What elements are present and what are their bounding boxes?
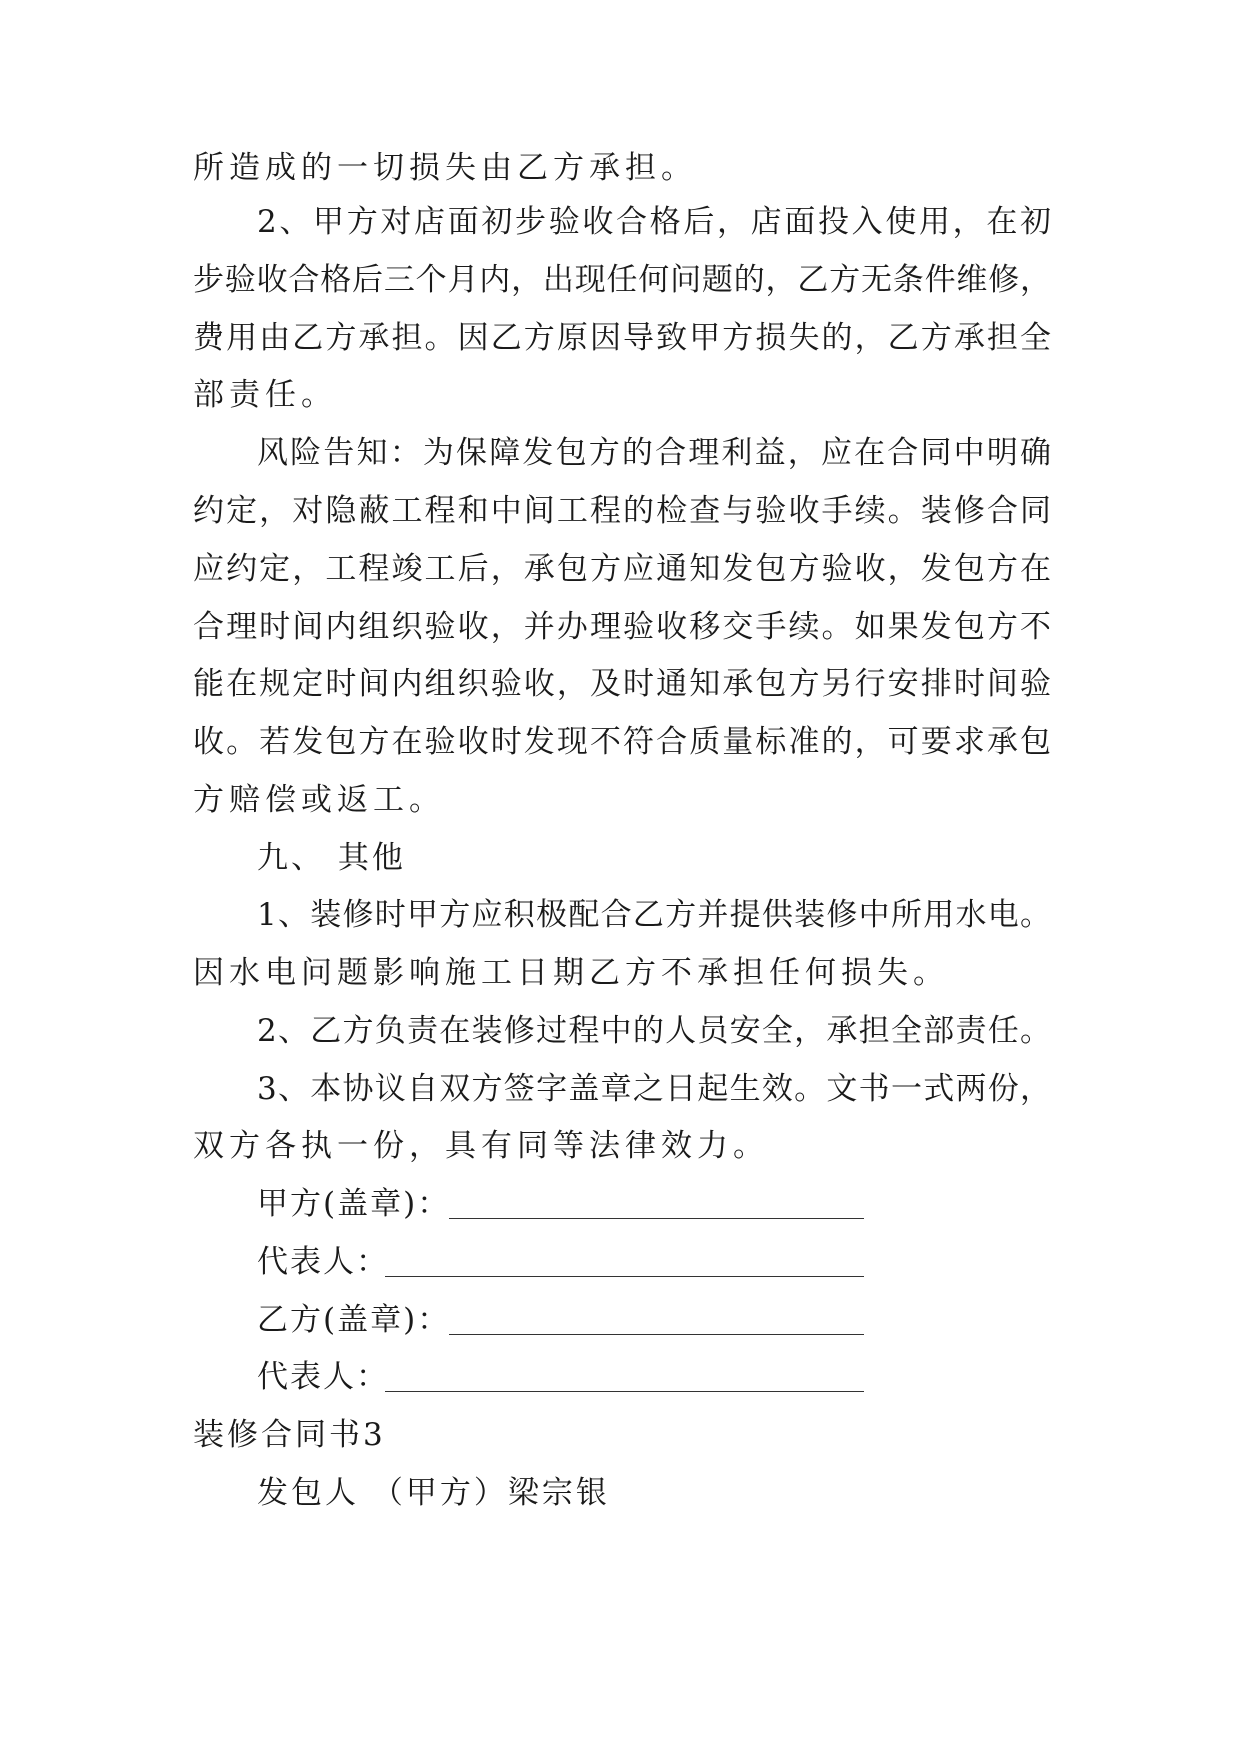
signature-blank (385, 1391, 864, 1392)
paragraph-line: 双方各执一份，具有同等法律效力。 (193, 1128, 769, 1164)
paragraph-line: 风险告知：为保障发包方的合理利益，应在合同中明确 (257, 435, 1051, 471)
signature-label: 乙方(盖章)： (257, 1302, 451, 1338)
paragraph-line: 部责任。 (193, 377, 337, 413)
section-heading: 九、 其他 (257, 840, 406, 876)
signature-blank (385, 1276, 864, 1277)
paragraph-line: 发包人 （甲方）梁宗银 (257, 1475, 610, 1511)
paragraph-line: 1、装修时甲方应积极配合乙方并提供装修中所用水电。 (257, 897, 1051, 933)
paragraph-line: 2、乙方负责在装修过程中的人员安全，承担全部责任。 (257, 1013, 1051, 1049)
signature-label: 代表人： (257, 1359, 389, 1395)
paragraph-line: 因水电问题影响施工日期乙方不承担任何损失。 (193, 955, 949, 991)
signature-line-rep-a (257, 1242, 877, 1282)
signature-line-rep-b (257, 1357, 877, 1397)
paragraph-line: 约定，对隐蔽工程和中间工程的检查与验收手续。装修合同 (193, 493, 1051, 529)
signature-line-party-a (257, 1184, 877, 1224)
signature-blank (449, 1334, 864, 1335)
signature-blank (449, 1218, 864, 1219)
signature-line-party-b (257, 1300, 877, 1340)
paragraph-line: 所造成的一切损失由乙方承担。 (193, 150, 697, 186)
signature-label: 代表人： (257, 1244, 389, 1280)
paragraph-line: 3、本协议自双方签字盖章之日起生效。文书一式两份， (257, 1071, 1051, 1107)
paragraph-line: 步验收合格后三个月内，出现任何问题的，乙方无条件维修， (193, 262, 1051, 298)
paragraph-line: 合理时间内组织验收，并办理验收移交手续。如果发包方不 (193, 609, 1051, 645)
paragraph-line: 方赔偿或返工。 (193, 782, 445, 818)
paragraph-line: 应约定，工程竣工后，承包方应通知发包方验收，发包方在 (193, 551, 1051, 587)
paragraph-line: 收。若发包方在验收时发现不符合质量标准的，可要求承包 (193, 724, 1051, 760)
signature-label: 甲方(盖章)： (257, 1186, 451, 1222)
next-contract-title: 装修合同书3 (193, 1417, 386, 1453)
paragraph-line: 能在规定时间内组织验收，及时通知承包方另行安排时间验 (193, 666, 1051, 702)
paragraph-line: 2、甲方对店面初步验收合格后，店面投入使用，在初 (257, 204, 1051, 240)
paragraph-line: 费用由乙方承担。因乙方原因导致甲方损失的，乙方承担全 (193, 320, 1051, 356)
